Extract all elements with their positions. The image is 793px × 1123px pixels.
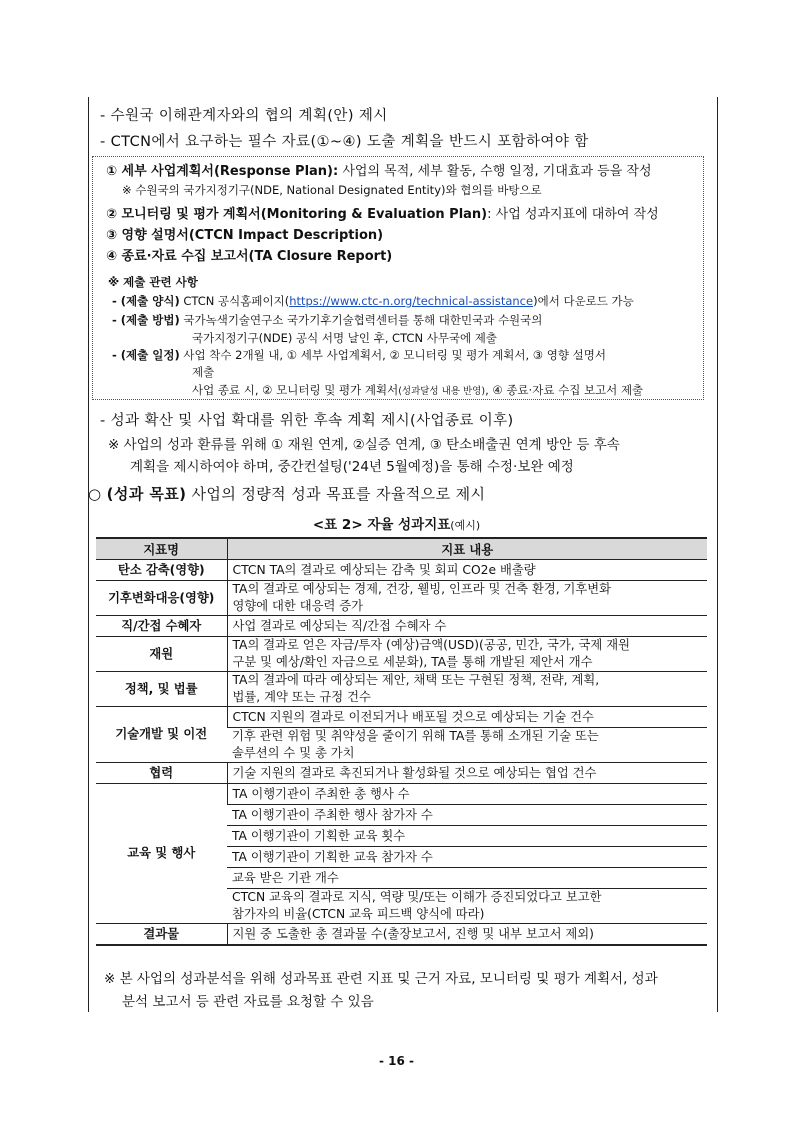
indicator-content-line: 사업 결과로 예상되는 직/간접 수혜자 수 xyxy=(232,618,447,633)
indicator-content xyxy=(227,672,707,707)
indicator-content xyxy=(227,889,707,924)
indicator-content-line: CTCN 지원의 결과로 이전되거나 배포될 것으로 예상되는 기술 건수 xyxy=(232,709,594,724)
table-caption: <표 2> 자율 성과지표(예시) xyxy=(312,517,481,533)
doc-item-1-note: ※ 수원국의 국가지정기구(NDE, National Designated Entity)와 협의를 바탕으로 xyxy=(122,183,542,197)
indicator-content xyxy=(227,784,707,805)
footer-note-line2: 분석 보고서 등 관련 자료를 요청할 수 있음 xyxy=(122,994,374,1010)
indicator-content xyxy=(227,560,707,581)
indicator-name: 기술개발 및 이전 xyxy=(96,707,227,763)
indicator-content-line: TA 이행기관이 기획한 교육 참가자 수 xyxy=(232,849,433,864)
indicator-content xyxy=(227,728,707,763)
submission-schedule-line2: 제출 xyxy=(192,365,215,379)
indicator-content xyxy=(227,763,707,784)
indicator-content-line: TA의 결과에 따라 예상되는 제안, 채택 또는 구현된 정책, 전략, 계획, xyxy=(232,673,600,687)
indicator-content-line: 참가자의 비율(CTCN 교육 피드백 양식에 따라) xyxy=(232,907,485,921)
submission-method-line1: - (제출 방법) 국가녹색기술연구소 국가기후기술협력센터를 통해 대한민국과 수원국의 xyxy=(112,313,543,327)
required-docs-item: - CTCN에서 요구하는 필수 자료(①~④) 도출 계획을 반드시 포함하여야 함 xyxy=(100,134,589,150)
indicator-name: 직/간접 수혜자 xyxy=(96,616,227,637)
doc-item-4: ④ 종료·자료 수집 보고서(TA Closure Report) xyxy=(106,249,393,264)
submission-schedule-line1: - (제출 일정) 사업 착수 2개월 내, ① 세부 사업계획서, ② 모니터링 및 평가 계획서, ③ 영향 설명서 xyxy=(112,348,606,362)
table-header-row xyxy=(96,538,707,560)
indicator-content xyxy=(227,868,707,889)
indicator-name: 재원 xyxy=(96,637,227,672)
indicator-name: 협력 xyxy=(96,763,227,784)
indicator-content-line: 기후 관련 위험 및 취약성을 줄이기 위해 TA를 통해 소개된 기술 또는 xyxy=(232,729,599,743)
doc-item-1: ① 세부 사업계획서(Response Plan): 사업의 목적, 세부 활동, 수행 일정, 기대효과 등을 작성 xyxy=(106,164,652,179)
indicator-content-line: CTCN 교육의 결과로 지식, 역량 및/또는 이해가 증진되었다고 보고한 xyxy=(232,890,602,904)
indicator-content-line: TA의 결과로 얻은 자금/투자 (예상)금액(USD)(공공, 민간, 국가, 국제 재원 xyxy=(232,638,630,652)
indicator-content-line: CTCN TA의 결과로 예상되는 감축 및 회피 CO2e 배출량 xyxy=(232,562,536,577)
indicator-content xyxy=(227,847,707,868)
header-indicator-name: 지표명 xyxy=(96,538,227,560)
indicator-content-line: TA 이행기관이 주최한 행사 참가자 수 xyxy=(232,807,433,822)
kpi-table xyxy=(96,537,707,946)
stakeholder-plan-item: - 수원국 이해관계자와의 협의 계획(안) 제시 xyxy=(100,108,388,124)
table-row xyxy=(96,581,707,616)
indicator-content xyxy=(227,581,707,616)
indicator-content-line: TA 이행기관이 주최한 총 행사 수 xyxy=(232,786,410,801)
submission-schedule-line3: 사업 종료 시, ② 모니터링 및 평가 계획서(성과달성 내용 반영), ④ 종료·자료 수집 보고서 제출 xyxy=(192,383,644,397)
ctcn-link[interactable]: https://www.ctc-n.org/technical-assistance xyxy=(289,294,534,308)
doc-item-2: ② 모니터링 및 평가 계획서(Monitoring & Evaluation Plan): 사업 성과지표에 대하여 작성 xyxy=(106,207,659,222)
table-row xyxy=(96,616,707,637)
followup-note-line2: 계획을 제시하여야 하며, 중간컨설팅('24년 5월예정)을 통해 수정·보완 예정 xyxy=(130,459,574,475)
indicator-content xyxy=(227,826,707,847)
doc-item-3: ③ 영향 설명서(CTCN Impact Description) xyxy=(106,228,384,243)
indicator-content-line: 지원 중 도출한 총 결과물 수(출장보고서, 진행 및 내부 보고서 제외) xyxy=(232,926,594,941)
footer-note-line1: ※ 본 사업의 성과분석을 위해 성과목표 관련 지표 및 근거 자료, 모니터링 및 평가 계획서, 성과 xyxy=(104,971,658,987)
table-row xyxy=(96,763,707,784)
page-number: - 16 - xyxy=(378,1054,414,1068)
indicator-content-line: 영향에 대한 대응력 증가 xyxy=(232,599,364,613)
indicator-content xyxy=(227,616,707,637)
indicator-content xyxy=(227,805,707,826)
indicator-name: 교육 및 행사 xyxy=(96,784,227,924)
indicator-content-line: 기술 지원의 결과로 촉진되거나 활성화될 것으로 예상되는 협업 건수 xyxy=(232,765,597,780)
table-row xyxy=(96,707,707,728)
indicator-name: 탄소 감축(영향) xyxy=(96,560,227,581)
table-row xyxy=(96,924,707,946)
table-row xyxy=(96,784,707,805)
indicator-content-line: TA의 결과로 예상되는 경제, 건강, 웰빙, 인프라 및 건축 환경, 기후변화 xyxy=(232,582,612,596)
table-row xyxy=(96,560,707,581)
indicator-content xyxy=(227,924,707,946)
table-row xyxy=(96,637,707,672)
goal-heading: ○ (성과 목표) 사업의 정량적 성과 목표를 자율적으로 제시 xyxy=(88,485,486,503)
header-indicator-content: 지표 내용 xyxy=(227,538,707,560)
indicator-content-line: 구분 및 예상/확인 자금으로 세분화), TA를 통해 개발된 제안서 개수 xyxy=(232,655,593,669)
table-row xyxy=(96,672,707,707)
indicator-content-line: 교육 받은 기관 개수 xyxy=(232,870,339,885)
indicator-name: 결과물 xyxy=(96,924,227,946)
submission-method-line2: 국가지정기구(NDE) 공식 서명 날인 후, CTCN 사무국에 제출 xyxy=(192,331,498,345)
submission-heading: ※ 제출 관련 사항 xyxy=(108,275,198,289)
indicator-content-line: 법률, 계약 또는 규정 건수 xyxy=(232,690,371,704)
followup-plan-item: - 성과 확산 및 사업 확대를 위한 후속 계획 제시(사업종료 이후) xyxy=(100,413,514,429)
indicator-name: 기후변화대응(영향) xyxy=(96,581,227,616)
indicator-content-line: 솔루션의 수 및 총 가치 xyxy=(232,746,355,760)
indicator-content xyxy=(227,707,707,728)
submission-format: - (제출 양식) CTCN 공식홈페이지(https://www.ctc-n.org/technical-assistance)에서 다운로드 가능 xyxy=(112,294,634,308)
indicator-name: 정책, 및 법률 xyxy=(96,672,227,707)
indicator-content-line: TA 이행기관이 기획한 교육 횟수 xyxy=(232,828,406,843)
followup-note-line1: ※ 사업의 성과 환류를 위해 ① 재원 연계, ②실증 연계, ③ 탄소배출권 연계 방안 등 후속 xyxy=(108,437,620,453)
indicator-content xyxy=(227,637,707,672)
